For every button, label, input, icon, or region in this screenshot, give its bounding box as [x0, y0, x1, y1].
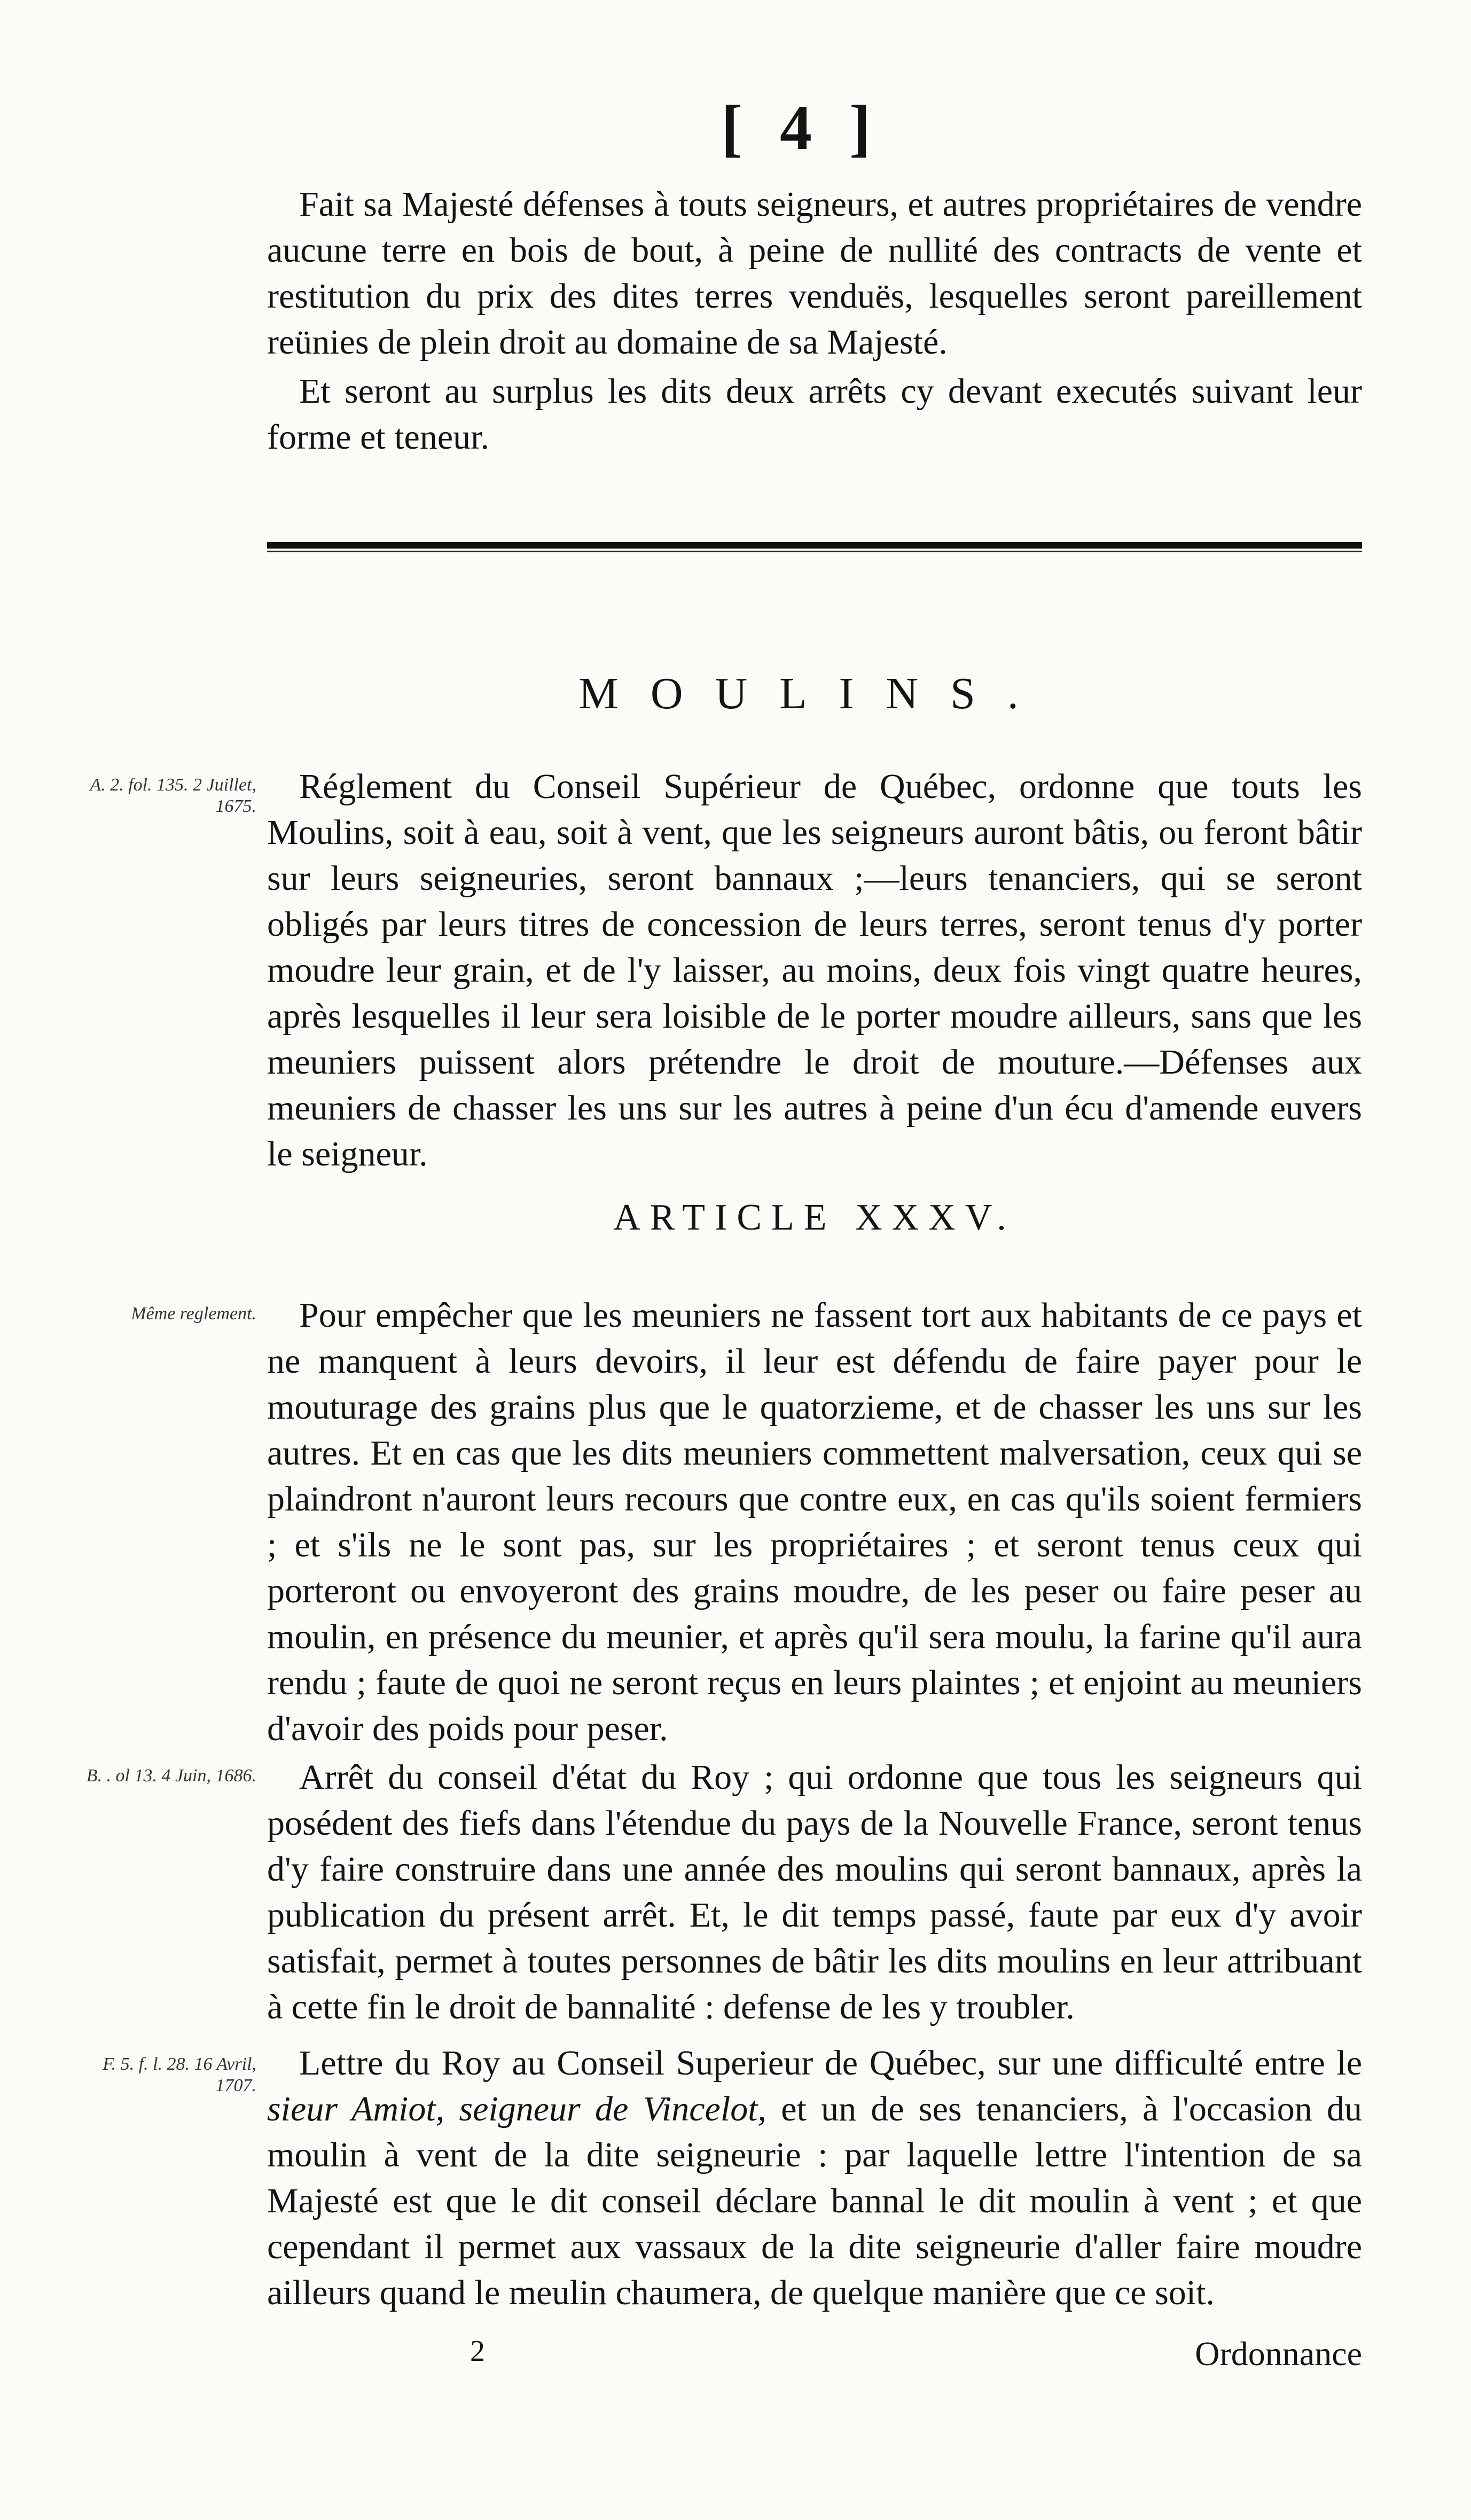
- margin-note-section: A. 2. fol. 135. 2 Juillet, 1675.: [90, 775, 256, 816]
- section-divider: [267, 542, 1362, 553]
- signature-mark: 2: [470, 2335, 485, 2368]
- article-entry-2: Arrêt du conseil d'état du Roy ; qui ordonne que tous les seigneurs qui posédent des fiefs dans l'étendue du pays de la Nouvelle France, seront tenus d'y faire construire dans une année des moulins qui seront bannaux, après la publication du présent arrêt. Et, le dit temps passé, faute par eux d'y avoir satisfait, permet à toutes personnes de bâtir les dits moulins en leur attribuant à cette fin le droit de bannalité : defense de les y troubler.: [267, 1758, 1362, 2026]
- catchword: Ordonnance: [1195, 2335, 1362, 2373]
- section-title: MOULINS.: [578, 669, 1051, 718]
- entry-3-text-after: et un de ses tenanciers, à l'occasion du moulin à vent de la dite seigneurie : par laquelle lettre l'intention de sa Majesté est que le dit conseil déclare bannal le dit moulin à vent ; et que cependant il permet aux vassaux de la dite seigneurie d'aller faire moudre ailleurs quand le meulin chaumera, de quelque manière que ce soit.: [267, 2089, 1362, 2312]
- intro-paragraph-2: Et seront au surplus les dits deux arrêts cy devant executés suivant leur forme et teneur.: [267, 372, 1362, 457]
- entry-3-name: sieur Amiot, seigneur de Vincelot,: [267, 2089, 767, 2128]
- intro-paragraph-1: Fait sa Majesté défenses à touts seigneurs, et autres propriétaires de vendre aucune terre en bois de bout, à peine de nullité des contracts de vente et restitution du prix des dites terres venduës, lesquelles seront pareillement reünies de plein droit au domaine de sa Majesté.: [267, 185, 1362, 362]
- margin-note-entry-3: F. 5. f. l. 28. 16 Avril, 1707.: [103, 2054, 256, 2095]
- article-title: ARTICLE XXXV.: [613, 1197, 1016, 1238]
- entry-3-text-before: Lettre du Roy au Conseil Superieur de Québec, sur une difficulté entre le: [299, 2044, 1362, 2083]
- margin-note-entry-2: B. . ol 13. 4 Juin, 1686.: [86, 1766, 256, 1786]
- article-entry-3: [267, 2040, 1362, 2316]
- section-paragraph: Réglement du Conseil Supérieur de Québec, ordonne que touts les Moulins, soit à eau, soit à vent, que les seigneurs auront bâtis, ou feront bâtir sur leurs seigneuries, seront bannaux ;—leurs tenanciers, qui se seront obligés par leurs titres de concession de leurs terres, seront tenus d'y porter moudre leur grain, et de l'y laisser, au moins, deux fois vingt quatre heures, après lesquelles il leur sera loisible de le porter moudre ailleurs, sans que les meuniers puissent alors prétendre le droit de mouture.—Défenses aux meuniers de chasser les uns sur les autres à peine d'un écu d'amende euvers le seigneur.: [267, 767, 1362, 1173]
- margin-note-entry-1: Même reglement.: [131, 1304, 256, 1324]
- article-entry-1: Pour empêcher que les meuniers ne fassent tort aux habitants de ce pays et ne manquent à leurs devoirs, il leur est défendu de faire payer pour le mouturage des grains plus que le quatorzieme, et de chasser les uns sur les autres. Et en cas que les dits meuniers commettent malversation, ceux qui se plaindront n'auront leurs recours que contre eux, en cas qu'ils soient fermiers ; et s'ils ne le sont pas, sur les propriétaires ; et seront tenus ceux qui porteront ou envoyeront des grains moudre, de les peser ou faire peser au moulin, en présence du meunier, et après qu'il sera moulu, la farine qu'il aura rendu ; faute de quoi ne seront reçus en leurs plaintes ; et enjoint au meuniers d'avoir des poids pour peser.: [267, 1296, 1362, 1748]
- page-number: [ 4 ]: [721, 92, 881, 163]
